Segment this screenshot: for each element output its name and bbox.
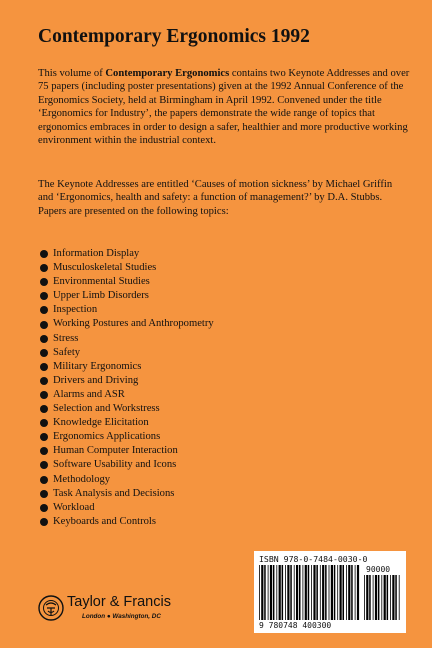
publisher-name: Taylor & Francis: [67, 594, 171, 610]
topic-label: Inspection: [53, 304, 98, 316]
bullet-icon: [40, 461, 48, 469]
isbn-barcode: [254, 551, 406, 633]
bullet-icon: [40, 264, 48, 272]
bullet-icon: [40, 518, 48, 526]
barcode-addon-text: 90000: [366, 565, 391, 574]
topic-label: Ergonomics Applications: [53, 431, 161, 443]
description-paragraph: [38, 67, 410, 147]
bullet-icon: [40, 504, 48, 512]
bullet-icon: [40, 306, 48, 314]
topic-label: Military Ergonomics: [53, 360, 142, 372]
barcode-bars: [259, 565, 360, 620]
topic-item: [40, 346, 214, 360]
series-name: Contemporary Ergonomics: [105, 68, 230, 79]
topic-label: Selection and Workstress: [53, 403, 160, 415]
isbn-text: ISBN 978-0-7484-0030-0: [259, 554, 368, 564]
topic-item: [40, 402, 214, 416]
topic-label: Safety: [53, 346, 81, 358]
topic-item: [40, 487, 214, 501]
topic-item: [40, 416, 214, 430]
bullet-icon: [40, 405, 48, 413]
topic-item: [40, 473, 214, 487]
topic-label: Drivers and Driving: [53, 374, 139, 386]
bullet-icon: [40, 321, 48, 329]
topic-item: [40, 289, 214, 303]
topic-item: [40, 303, 214, 317]
topic-item: [40, 275, 214, 289]
topic-label: Environmental Studies: [53, 276, 150, 288]
topic-label: Workload: [53, 501, 95, 513]
bullet-icon: [40, 476, 48, 484]
bullet-icon: [40, 377, 48, 385]
topic-item: [40, 247, 214, 261]
topic-label: Alarms and ASR: [53, 388, 125, 400]
description-intro: This volume of: [38, 68, 106, 79]
bullet-icon: [40, 363, 48, 371]
topic-label: Stress: [53, 332, 79, 344]
topic-label: Information Display: [53, 248, 140, 259]
topic-item: [40, 332, 214, 346]
keynote-paragraph: The Keynote Addresses are entitled ‘Causes of motion sickness’ by Michael Griffin and ‘Ergonomics, health and safety: a function of management?’ by D.A. Stubbs. Papers are presented on the following topics:: [38, 179, 393, 217]
bullet-icon: [40, 278, 48, 286]
bullet-icon: [40, 349, 48, 357]
bullet-icon: [40, 335, 48, 343]
topic-label: Software Usability and Icons: [53, 459, 177, 471]
bullet-icon: [40, 391, 48, 399]
topic-item: [40, 360, 214, 374]
topic-label: Working Postures and Anthropometry: [53, 318, 214, 330]
topic-item: [40, 444, 214, 458]
topics-list: [40, 247, 214, 529]
publisher-cities: London ● Washington, DC: [82, 613, 161, 620]
publisher-block: [38, 593, 208, 627]
description-body: contains two Keynote Addresses and over 75 papers (including poster presentations) given at the 1992 Annual Conference of the Ergonomics Society, held at Birmingham in April 1992. Convened under the title ‘Ergonomics for Industry’, the papers demonstrate the wide range of topics that ergonomics embraces in order to design a safer, healthier and more productive working environment within the industrial context.: [38, 68, 410, 147]
topic-label: Keyboards and Controls: [53, 515, 156, 527]
topic-item: [40, 261, 214, 275]
topic-item: [40, 501, 214, 515]
bullet-icon: [40, 419, 48, 427]
barcode-addon-bars: [364, 575, 402, 620]
topic-label: Methodology: [53, 473, 111, 485]
topic-item: [40, 388, 214, 402]
bullet-icon: [40, 447, 48, 455]
taylor-francis-logo-icon: [38, 595, 64, 621]
bullet-icon: [40, 250, 48, 258]
topic-label: Knowledge Elicitation: [53, 417, 149, 429]
topic-item: [40, 430, 214, 444]
topic-item: [40, 515, 214, 529]
topic-label: Upper Limb Disorders: [53, 290, 149, 302]
bullet-icon: [40, 292, 48, 300]
topic-label: Task Analysis and Decisions: [53, 487, 175, 499]
topic-item: [40, 458, 214, 472]
book-title: Contemporary Ergonomics 1992: [38, 26, 310, 47]
topic-label: Musculoskeletal Studies: [53, 262, 157, 274]
bullet-icon: [40, 490, 48, 498]
barcode-digits: 9 780748 400300: [259, 621, 332, 630]
topic-item: [40, 317, 214, 331]
topic-item: [40, 374, 214, 388]
bullet-icon: [40, 433, 48, 441]
topic-label: Human Computer Interaction: [53, 445, 178, 457]
